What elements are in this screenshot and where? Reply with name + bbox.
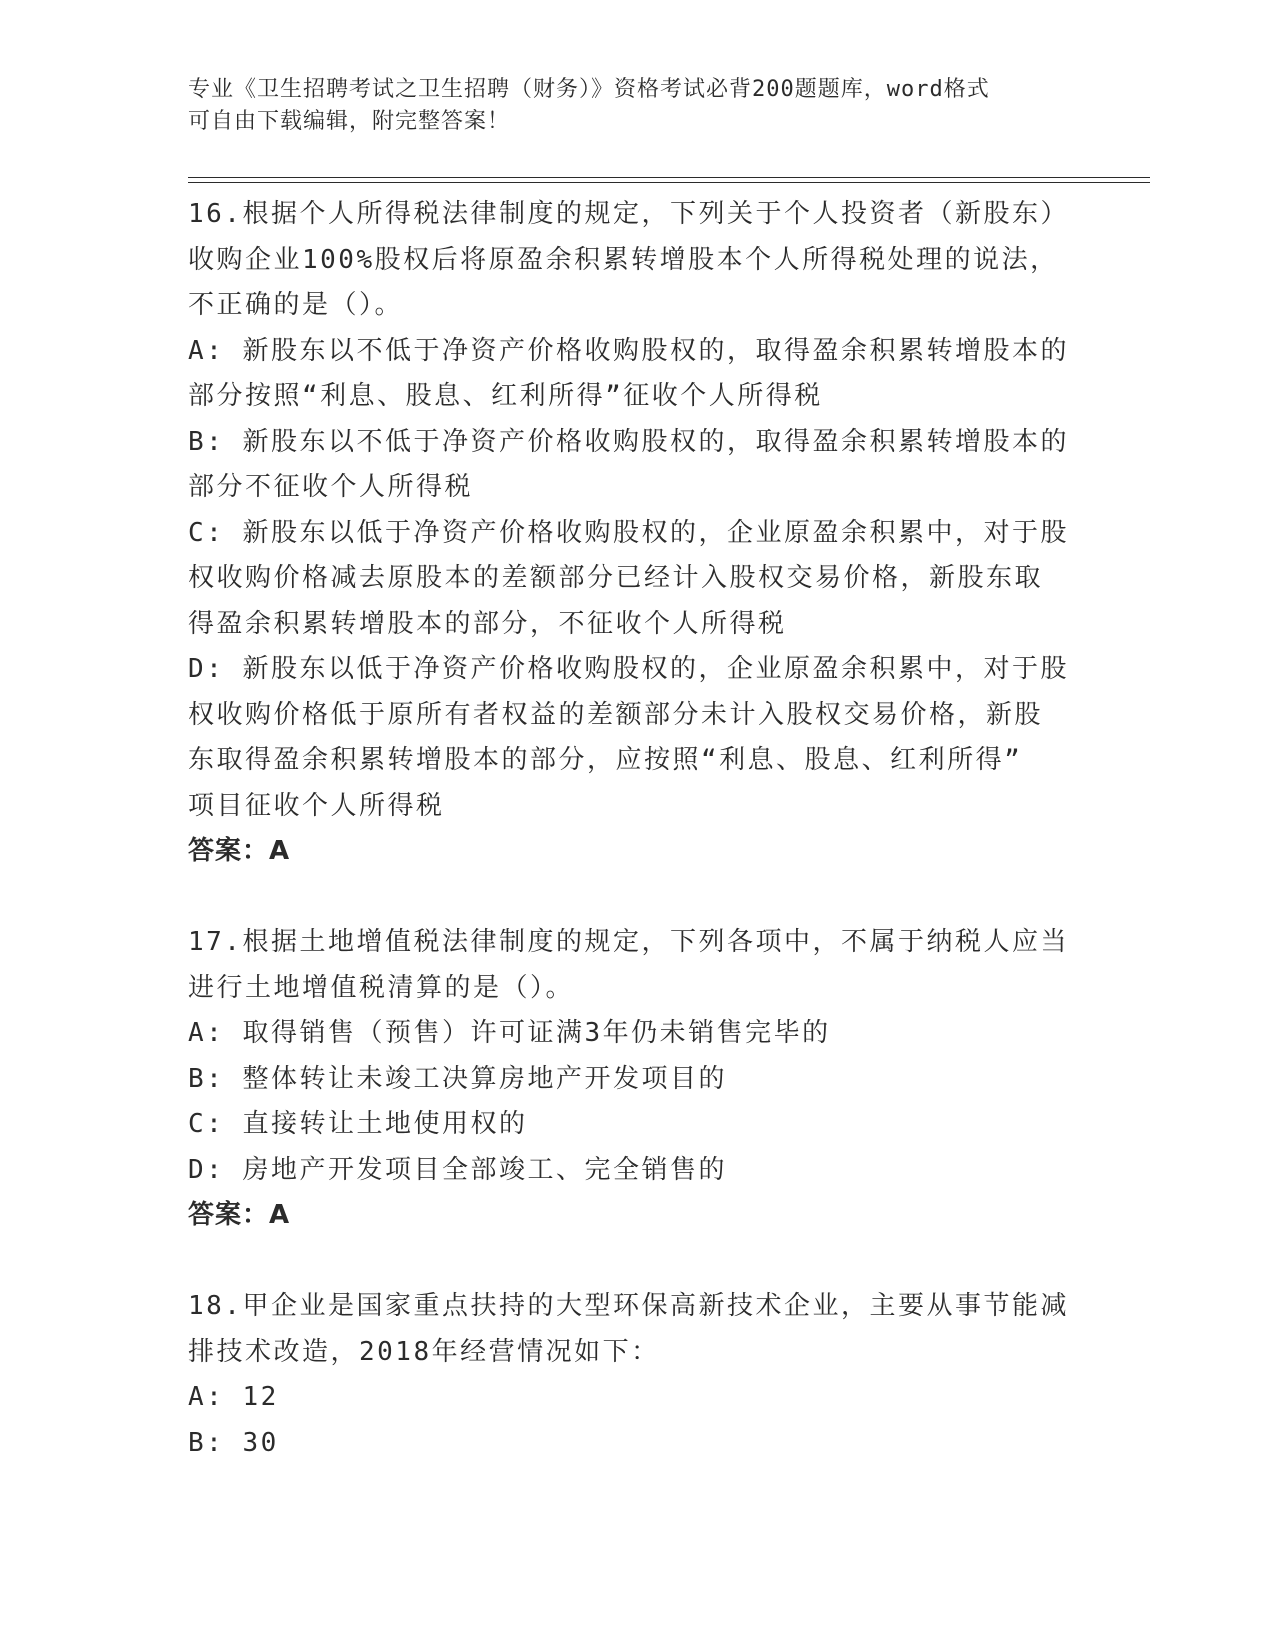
option-a	[188, 1011, 1078, 1057]
option-line: 东取得盈余积累转增股本的部分，应按照“利息、股息、红利所得”	[188, 745, 1023, 775]
stem-line: 18.甲企业是国家重点扶持的大型环保高新技术企业，主要从事节能减	[188, 1291, 1069, 1321]
option-c	[188, 511, 1078, 648]
question-stem	[188, 920, 1078, 1011]
stem-line: 进行土地增值税清算的是（）。	[188, 972, 575, 1003]
option-a	[188, 1375, 1078, 1421]
answer-line: 答案：A	[188, 1200, 291, 1230]
question-16	[188, 192, 1078, 875]
question-18	[188, 1284, 1078, 1466]
stem-line: 17.根据土地增值税法律制度的规定，下列各项中，不属于纳税人应当	[188, 927, 1069, 957]
option-line: A: 取得销售（预售）许可证满3年仍未销售完毕的	[188, 1018, 831, 1048]
header-line-1: 专业《卫生招聘考试之卫生招聘（财务）》资格考试必背200题题库，word格式	[188, 77, 990, 102]
option-b	[188, 1421, 1078, 1467]
answer-line: 答案：A	[188, 836, 291, 866]
header-divider-bottom	[188, 182, 1150, 183]
stem-line: 16.根据个人所得税法律制度的规定，下列关于个人投资者（新股东）	[188, 199, 1069, 229]
option-line: 部分按照“利息、股息、红利所得”征收个人所得税	[188, 381, 823, 411]
question-list	[188, 192, 1078, 1466]
stem-line: 排技术改造，2018年经营情况如下：	[188, 1336, 660, 1367]
option-a	[188, 329, 1078, 420]
option-line: C: 新股东以低于净资产价格收购股权的，企业原盈余积累中，对于股	[188, 517, 1069, 548]
question-17	[188, 920, 1078, 1239]
option-c	[188, 1102, 1078, 1148]
option-line: B: 新股东以不低于净资产价格收购股权的，取得盈余积累转增股本的	[188, 426, 1069, 457]
document-header	[188, 74, 1068, 138]
option-line: 权收购价格低于原所有者权益的差额部分未计入股权交易价格，新股	[188, 699, 1044, 730]
option-line: 权收购价格减去原股本的差额部分已经计入股权交易价格，新股东取	[188, 563, 1044, 593]
option-line: 得盈余积累转增股本的部分，不征收个人所得税	[188, 608, 787, 639]
question-stem	[188, 1284, 1078, 1375]
option-line: D: 新股东以低于净资产价格收购股权的，企业原盈余积累中，对于股	[188, 654, 1069, 684]
option-d	[188, 647, 1078, 829]
option-line: B: 30	[188, 1427, 279, 1458]
option-line: A: 新股东以不低于净资产价格收购股权的，取得盈余积累转增股本的	[188, 335, 1069, 366]
option-line: D: 房地产开发项目全部竣工、完全销售的	[188, 1154, 727, 1185]
option-line: 部分不征收个人所得税	[188, 472, 474, 502]
option-b	[188, 420, 1078, 511]
stem-line: 收购企业100%股权后将原盈余积累转增股本个人所得税处理的说法，	[188, 244, 1059, 275]
question-stem	[188, 192, 1078, 329]
question-spacer	[188, 1239, 1078, 1285]
option-line: A: 12	[188, 1382, 279, 1412]
option-line: C: 直接转让土地使用权的	[188, 1109, 528, 1139]
option-b	[188, 1057, 1078, 1103]
question-spacer	[188, 875, 1078, 921]
option-line: B: 整体转让未竣工决算房地产开发项目的	[188, 1063, 727, 1094]
header-divider-top	[188, 177, 1150, 178]
stem-line: 不正确的是（）。	[188, 290, 404, 320]
option-d	[188, 1148, 1078, 1194]
header-line-2: 可自由下载编辑，附完整答案！	[188, 109, 511, 134]
option-line: 项目征收个人所得税	[188, 790, 445, 821]
